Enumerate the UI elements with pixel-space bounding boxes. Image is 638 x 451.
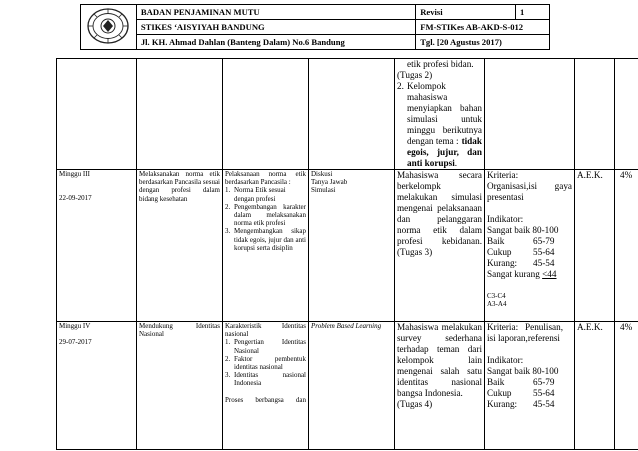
document-date: Tgl. [20 Agustus 2017)	[416, 35, 550, 50]
grade-row	[487, 269, 572, 280]
weight-cell: 4%	[615, 322, 638, 450]
grade-label: Cukup	[487, 247, 512, 257]
indicator-title: Indikator:	[487, 214, 524, 224]
subtopic-tail: Proses berbangsa dan	[225, 395, 306, 404]
continuation-period: .	[454, 158, 458, 168]
institution-name: BADAN PENJAMINAN MUTU	[136, 5, 415, 20]
continuation-line: dengan tema :	[407, 136, 459, 146]
subtopic-intro: Karakteristik Identitas nasional	[225, 322, 306, 339]
subtopic-item: Faktor pembentuk identitas nasional	[234, 354, 306, 372]
document-header	[80, 4, 550, 50]
grade-label: Sangat baik 80-100	[487, 366, 559, 376]
assessment-cell	[485, 322, 575, 450]
grade-row	[487, 225, 572, 236]
activity-cell: Mahasiswa secara berkelompk melakukan simulasi mengenai pelaksanaan dan pelanggaran norma etik dalam profesi kebidanan. (Tugas 3)	[395, 170, 485, 322]
grade-row	[487, 258, 572, 269]
criteria-text: Penulisan, isi laporan,referensi	[487, 322, 564, 343]
grade-row	[487, 236, 572, 247]
grade-range: <44	[542, 269, 557, 279]
grade-label: Baik	[487, 377, 505, 387]
grade-label: Sangat kurang	[487, 269, 540, 279]
week-cell	[57, 322, 137, 450]
revision-value: 1	[516, 5, 550, 20]
continuation-bold: anti korupsi	[407, 158, 455, 168]
grade-label: Kurang:	[487, 258, 518, 268]
activity-task: (Tugas 4)	[397, 399, 433, 409]
continuation-line: (Tugas 2)	[397, 70, 433, 80]
list-number: 2.	[225, 354, 231, 363]
grade-row	[487, 366, 572, 377]
indicator-title: Indikator:	[487, 355, 524, 365]
grade-label: Cukup	[487, 388, 512, 398]
subtopic-item: Pengembangan karakter dalam melaksanakan norma etik profesi	[234, 202, 306, 228]
reference-cell: A.E.K.	[575, 170, 615, 322]
week-cell	[57, 170, 137, 322]
criteria-text: Organisasi,isi gaya presentasi	[487, 181, 572, 202]
list-number: 2.	[397, 81, 404, 91]
continuation-bold: egois, jujur, dan	[407, 147, 482, 157]
activity-text: Mahasiswa melakukan survey sederhana terhadap teman dari kelompok lain mengenai salah satu identitas nasional bangsa Indonesia.	[397, 322, 482, 398]
weight-cell: 4%	[615, 170, 638, 322]
criteria-title: Kriteria:	[487, 170, 519, 180]
topic-cell: Mendukung Identitas Nasional	[137, 322, 223, 450]
table-row	[57, 322, 638, 450]
reference-cell: A.E.K.	[575, 322, 615, 450]
revision-label: Revisi	[416, 5, 516, 20]
continuation-bold: tidak	[461, 136, 482, 146]
subtopic-item: Norma Etik sesuai dengan profesi	[234, 186, 286, 203]
grade-range: 55-64	[533, 388, 555, 398]
topic-cell: Melaksanakan norma etik berdasarkan Pancasila sesuai dengan profesi dalam bidang kesehatan	[137, 170, 223, 322]
subtopic-cell	[223, 170, 309, 322]
table-row	[57, 170, 638, 322]
activity-cell	[395, 322, 485, 450]
criteria-title: Kriteria:	[487, 322, 519, 332]
grade-range: 45-54	[533, 399, 555, 409]
activity-continuation	[395, 59, 485, 170]
school-name: STIKES ‘AISYIYAH BANDUNG	[136, 20, 415, 35]
continuation-line: minggu berikutnya	[407, 125, 482, 135]
list-number: 1.	[225, 186, 231, 195]
grade-row	[487, 399, 572, 410]
grade-range: 55-64	[533, 247, 555, 257]
grade-range: 65-79	[533, 377, 555, 387]
grade-row	[487, 377, 572, 388]
method-item: Simulasi	[311, 186, 336, 195]
subtopic-item: Mengembangkan sikap tidak egois, jujur dan anti korupsi serta disiplin	[234, 227, 306, 252]
list-number: 2.	[225, 202, 231, 211]
continuation-line: Kelompok mahasiswa	[407, 81, 448, 102]
grade-range: 45-54	[533, 258, 555, 268]
method-cell	[309, 170, 395, 322]
continuation-line: menyiapkan bahan	[407, 103, 482, 113]
grade-label: Sangat baik 80-100	[487, 225, 559, 235]
competency-code: A3-A4	[487, 300, 507, 309]
list-number: 3.	[225, 371, 231, 380]
document-code: FM-STIKes AB-AKD-S-012	[416, 20, 550, 35]
subtopic-intro: Pelaksanaan norma etik berdasarkan Pancasila :	[225, 170, 306, 187]
logo-cell	[81, 5, 137, 50]
method-item: Tanya Jawab	[311, 178, 348, 187]
assessment-cell	[485, 170, 575, 322]
grade-label: Baik	[487, 236, 505, 246]
course-plan-table	[56, 58, 638, 450]
continuation-line: simulasi untuk	[407, 114, 482, 124]
grade-label: Kurang:	[487, 399, 518, 409]
competency-code: C3-C4	[487, 292, 506, 300]
school-address: Jl. KH. Ahmad Dahlan (Banteng Dalam) No.6 Bandung	[136, 35, 415, 50]
grade-row	[487, 247, 572, 258]
list-number: 1.	[225, 338, 231, 347]
continuation-line: etik profesi bidan.	[407, 59, 474, 69]
week-date: 29-07-2017	[59, 338, 92, 347]
week-label: Minggu III	[59, 170, 90, 178]
week-label: Minggu IV	[59, 322, 91, 330]
institution-seal-icon	[86, 7, 130, 45]
grade-row	[487, 388, 572, 399]
method-cell: Problem Based Learning	[309, 322, 395, 450]
subtopic-item: Identitas nasional Indonesia	[234, 371, 306, 388]
method-item: Diskusi	[311, 170, 333, 178]
subtopic-item: Pengertian Identitas Nasional	[234, 338, 306, 355]
grade-range: 65-79	[533, 236, 555, 246]
subtopic-cell	[223, 322, 309, 450]
table-row	[57, 59, 638, 170]
week-date: 22-09-2017	[59, 194, 92, 203]
list-number: 3.	[225, 227, 231, 236]
